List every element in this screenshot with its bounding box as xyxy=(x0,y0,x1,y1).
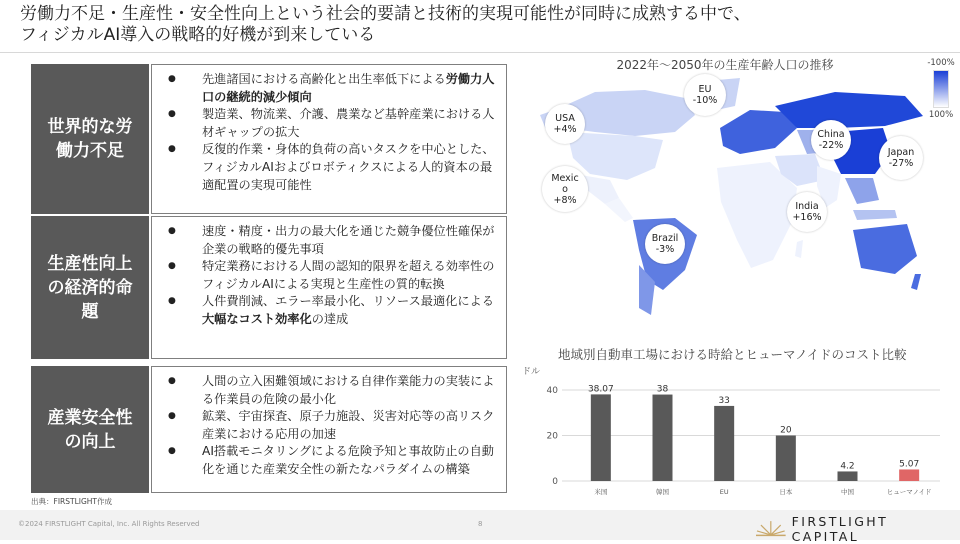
title-divider xyxy=(0,52,960,53)
map-label-japan: Japan -27% xyxy=(879,136,923,180)
map-region-madagascar xyxy=(795,240,803,258)
bar xyxy=(776,436,796,482)
copyright-text: ©2024 FIRSTLIGHT Capital, Inc. All Rights Reserved xyxy=(18,520,200,528)
row-label-text: 産業安全性の向上 xyxy=(47,407,133,452)
bullet-item: ● 人件費削減、エラー率最小化、リソース最適化による大幅なコスト効率化の達成 xyxy=(168,293,500,328)
data-label: 20 xyxy=(780,425,792,436)
legend-top-label: -100% xyxy=(927,58,955,68)
bullet-item: ● AI搭載モニタリングによる危険予知と事故防止の自動化を通じた産業安全性の新たなパラダイムの構築 xyxy=(168,443,500,478)
map-title: 2022年～2050年の生産年齢人口の推移 xyxy=(616,58,834,72)
page-number: 8 xyxy=(478,520,483,528)
x-tick-label: 中国 xyxy=(841,488,854,496)
y-tick-label: 40 xyxy=(546,386,558,396)
row-label-labor-shortage xyxy=(31,64,149,214)
map-region-new-zealand xyxy=(911,274,921,290)
row-label-text: 世界的な労働力不足 xyxy=(47,117,133,161)
map-label-eu: EU -10% xyxy=(684,74,726,116)
map-label-brazil: Brazil -3% xyxy=(645,224,685,264)
bar xyxy=(591,394,611,481)
bullet-item: ● 人間の立入困難領域における自律作業能力の実装による作業員の危険の最小化 xyxy=(168,373,500,408)
map-region-europe xyxy=(720,110,797,154)
brand-name: FIRSTLIGHT CAPITAL xyxy=(791,514,889,544)
y-tick-label: 0 xyxy=(552,477,558,487)
map-region-russia xyxy=(775,92,923,128)
bullet-item: ● 先進諸国における高齢化と出生率低下による労働力人口の継続的減少傾向 xyxy=(168,71,500,106)
x-tick-label: 日本 xyxy=(779,488,793,496)
world-map xyxy=(535,70,925,320)
y-axis-label: ドル xyxy=(522,367,541,377)
row-label-safety xyxy=(31,366,149,493)
bullet-item: ● 反復的作業・身体的負荷の高いタスクを中心とした、フィジカルAIおよびロボティクスによる人的資本の最適配置の実現可能性 xyxy=(168,141,500,194)
map-label-china: China -22% xyxy=(811,120,851,160)
world-map-svg xyxy=(535,70,925,320)
bullet-item: ● 速度・精度・出力の最大化を通じた競争優位性確保が企業の戦略的優先事項 xyxy=(168,223,500,258)
slide-title-line2: フィジカルAI導入の戦略的好機が到来している xyxy=(20,25,376,45)
cost-comparison-bar-chart xyxy=(520,362,950,502)
map-region-australia xyxy=(853,224,917,274)
bullet-item: ● 特定業務における人間の認知的限界を超える効率性のフィジカルAIによる実現と生産性の質的転換 xyxy=(168,258,500,293)
data-label: 38.07 xyxy=(587,384,614,395)
legend-gradient xyxy=(933,70,949,108)
map-region-southeast-asia xyxy=(845,178,879,204)
row-label-text: 生産性向上の経済的命題 xyxy=(47,253,133,322)
slide-title-line1: 労働力不足・生産性・安全性向上という社会的要請と技術的実現可能性が同時に成熟する中で、 xyxy=(20,4,751,24)
map-label-india: India +16% xyxy=(787,192,827,232)
map-region-africa xyxy=(717,162,797,268)
x-tick-label: 韓国 xyxy=(656,488,669,496)
bullet-item: ● 鉱業、宇宙探査、原子力施設、災害対応等の高リスク産業における応用の加速 xyxy=(168,408,500,443)
bar xyxy=(653,395,673,481)
map-label-usa: USA +4% xyxy=(545,104,585,144)
row-content-labor-shortage xyxy=(151,64,507,214)
bar xyxy=(714,406,734,481)
legend-bottom-label: 100% xyxy=(928,110,954,120)
map-legend xyxy=(926,58,956,120)
data-label: 33 xyxy=(718,395,730,406)
source-note: 出典：FIRSTLIGHT作成 xyxy=(31,497,113,506)
sunrise-icon xyxy=(756,519,786,539)
data-label: 5.07 xyxy=(899,459,920,470)
x-tick-label: EU xyxy=(719,488,729,496)
data-label: 38 xyxy=(656,384,669,395)
y-tick-label: 20 xyxy=(546,431,558,442)
bar xyxy=(899,469,919,481)
x-tick-label: ヒューマノイド xyxy=(886,488,932,496)
chart-title: 地域別自動車工場における時給とヒューマノイドのコスト比較 xyxy=(558,347,907,362)
row-content-safety xyxy=(151,366,507,493)
bullet-item: ● 製造業、物流業、介護、農業など基幹産業における人材ギャップの拡大 xyxy=(168,106,500,141)
bar xyxy=(838,471,858,481)
row-label-productivity xyxy=(31,216,149,359)
x-tick-label: 米国 xyxy=(594,488,608,496)
map-label-mexico: Mexico +8% xyxy=(542,166,588,212)
map-region-indonesia xyxy=(853,210,897,220)
data-label: 4.2 xyxy=(840,461,855,472)
slide-title xyxy=(20,4,940,46)
row-content-productivity xyxy=(151,216,507,359)
